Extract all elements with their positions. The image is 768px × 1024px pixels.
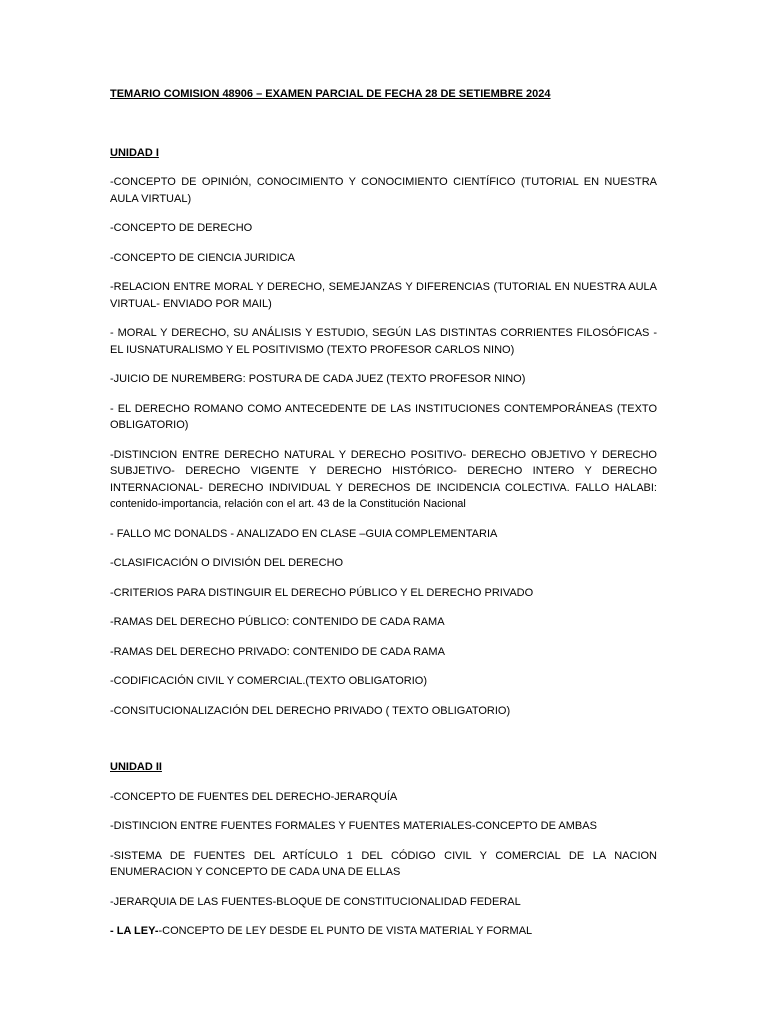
document-page bbox=[110, 86, 657, 940]
list-item bbox=[110, 923, 657, 940]
list-item: -CONSITUCIONALIZACIÓN DEL DERECHO PRIVADO ( TEXTO OBLIGATORIO) bbox=[110, 704, 511, 717]
unit-heading-1: UNIDAD I bbox=[110, 146, 159, 159]
list-item: -JUICIO DE NUREMBERG: POSTURA DE CADA JUEZ (TEXTO PROFESOR NINO) bbox=[110, 373, 526, 385]
list-item: -CLASIFICACIÓN O DIVISIÓN DEL DERECHO bbox=[110, 557, 344, 569]
document-title: TEMARIO COMISION 48906 – EXAMEN PARCIAL DE FECHA 28 DE SETIEMBRE 2024 bbox=[110, 88, 551, 100]
list-item: -CONCEPTO DE FUENTES DEL DERECHO-JERARQUÍA bbox=[110, 790, 398, 803]
list-item: -CONCEPTO DE DERECHO bbox=[110, 222, 253, 234]
list-item-bold-lead: - LA LEY- bbox=[110, 925, 159, 937]
list-item: -RAMAS DEL DERECHO PRIVADO: CONTENIDO DE CADA RAMA bbox=[110, 645, 445, 658]
list-item: -CRITERIOS PARA DISTINGUIR EL DERECHO PÚBLICO Y EL DERECHO PRIVADO bbox=[110, 586, 534, 599]
list-item: -CONCEPTO DE OPINIÓN, CONOCIMIENTO Y CONOCIMIENTO CIENTÍFICO (TUTORIAL EN NUESTRA AULA VIRTUAL) bbox=[110, 176, 657, 205]
list-item: - FALLO MC DONALDS - ANALIZADO EN CLASE –GUIA COMPLEMENTARIA bbox=[110, 527, 498, 540]
list-item: - EL DERECHO ROMANO COMO ANTECEDENTE DE LAS INSTITUCIONES CONTEMPORÁNEAS (TEXTO OBLIGATORIO) bbox=[110, 402, 657, 431]
list-item: -DISTINCION ENTRE FUENTES FORMALES Y FUENTES MATERIALES-CONCEPTO DE AMBAS bbox=[110, 820, 597, 832]
list-item: -CONCEPTO DE CIENCIA JURIDICA bbox=[110, 251, 295, 264]
unit-heading-2: UNIDAD II bbox=[110, 761, 162, 773]
list-item: -RELACION ENTRE MORAL Y DERECHO, SEMEJANZAS Y DIFERENCIAS (TUTORIAL EN NUESTRA AULA VIRTUAL- ENVIADO POR MAIL) bbox=[110, 281, 657, 310]
list-item: -DISTINCION ENTRE DERECHO NATURAL Y DERECHO POSITIVO- DERECHO OBJETIVO Y DERECHO SUBJETIVO- DERECHO VIGENTE Y DERECHO HISTÓRICO- DERECHO INTERO Y DERECHO INTERNACIONAL- DERECHO INDIVIDUAL Y DERECHOS DE INCIDENCIA COLECTIVA. FALLO HALABI: contenido-importancia, relación con el art. 43 de la Constitución Nacional bbox=[110, 448, 657, 510]
list-item: -JERARQUIA DE LAS FUENTES-BLOQUE DE CONSTITUCIONALIDAD FEDERAL bbox=[110, 895, 521, 908]
list-item: -CODIFICACIÓN CIVIL Y COMERCIAL.(TEXTO OBLIGATORIO) bbox=[110, 675, 428, 687]
list-item: - MORAL Y DERECHO, SU ANÁLISIS Y ESTUDIO, SEGÚN LAS DISTINTAS CORRIENTES FILOSÓFICAS -EL IUSNATURALISMO Y EL POSITIVISMO (TEXTO PROFESOR CARLOS NINO) bbox=[110, 327, 657, 356]
list-item-rest: -CONCEPTO DE LEY DESDE EL PUNTO DE VISTA MATERIAL Y FORMAL bbox=[158, 925, 533, 937]
list-item: -RAMAS DEL DERECHO PÚBLICO: CONTENIDO DE CADA RAMA bbox=[110, 616, 445, 628]
list-item: -SISTEMA DE FUENTES DEL ARTÍCULO 1 DEL CÓDIGO CIVIL Y COMERCIAL DE LA NACION ENUMERACION Y CONCEPTO DE CADA UNA DE ELLAS bbox=[110, 849, 657, 878]
